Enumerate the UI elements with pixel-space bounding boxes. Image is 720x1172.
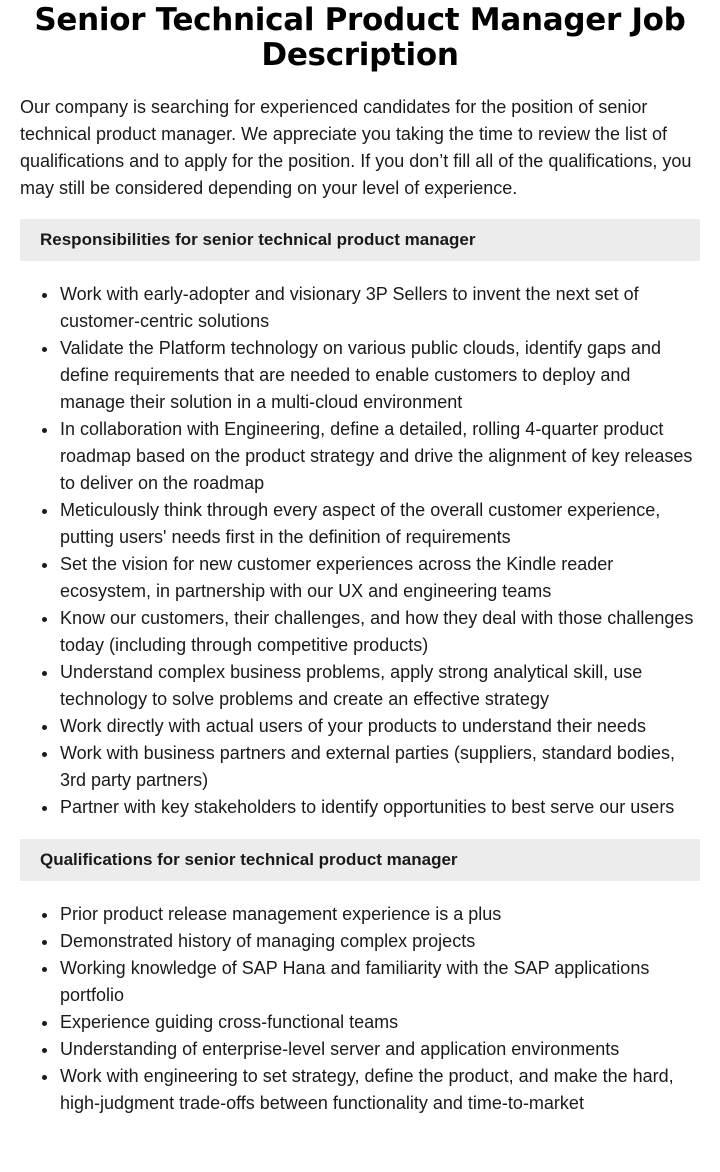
list-item: Understand complex business problems, apply strong analytical skill, use technology to solve problems and create an effective strategy: [60, 659, 700, 713]
list-item: Work with engineering to set strategy, define the product, and make the hard, high-judgment trade-offs between functionality and time-to-market: [60, 1063, 700, 1117]
list-item: Prior product release management experience is a plus: [60, 901, 700, 928]
list-item: Partner with key stakeholders to identify opportunities to best serve our users: [60, 794, 700, 821]
list-item: In collaboration with Engineering, define a detailed, rolling 4-quarter product roadmap based on the product strategy and drive the alignment of key releases to deliver on the roadmap: [60, 416, 700, 497]
qualifications-heading: Qualifications for senior technical product manager: [20, 839, 700, 881]
list-item: Work with early-adopter and visionary 3P Sellers to invent the next set of customer-centric solutions: [60, 281, 700, 335]
intro-paragraph: Our company is searching for experienced candidates for the position of senior technical product manager. We appreciate you taking the time to review the list of qualifications and to apply for the position. If you don’t fill all of the qualifications, you may still be considered depending on your level of experience.: [20, 97, 692, 198]
list-item: Validate the Platform technology on various public clouds, identify gaps and define requirements that are needed to enable customers to deploy and manage their solution in a multi-cloud environment: [60, 335, 700, 416]
responsibilities-heading: Responsibilities for senior technical product manager: [20, 219, 700, 261]
list-item: Understanding of enterprise-level server and application environments: [60, 1036, 700, 1063]
qualifications-list: [20, 901, 700, 1117]
responsibilities-list: [20, 281, 700, 821]
list-item: Experience guiding cross-functional teams: [60, 1009, 700, 1036]
list-item: Working knowledge of SAP Hana and familiarity with the SAP applications portfolio: [60, 955, 700, 1009]
list-item: Work directly with actual users of your products to understand their needs: [60, 713, 700, 740]
list-item: Know our customers, their challenges, and how they deal with those challenges today (including through competitive products): [60, 605, 700, 659]
list-item: Demonstrated history of managing complex projects: [60, 928, 700, 955]
list-item: Work with business partners and external parties (suppliers, standard bodies, 3rd party partners): [60, 740, 700, 794]
page-title: Senior Technical Product Manager Job Description: [34, 2, 686, 73]
list-item: Set the vision for new customer experiences across the Kindle reader ecosystem, in partnership with our UX and engineering teams: [60, 551, 700, 605]
list-item: Meticulously think through every aspect of the overall customer experience, putting users' needs first in the definition of requirements: [60, 497, 700, 551]
